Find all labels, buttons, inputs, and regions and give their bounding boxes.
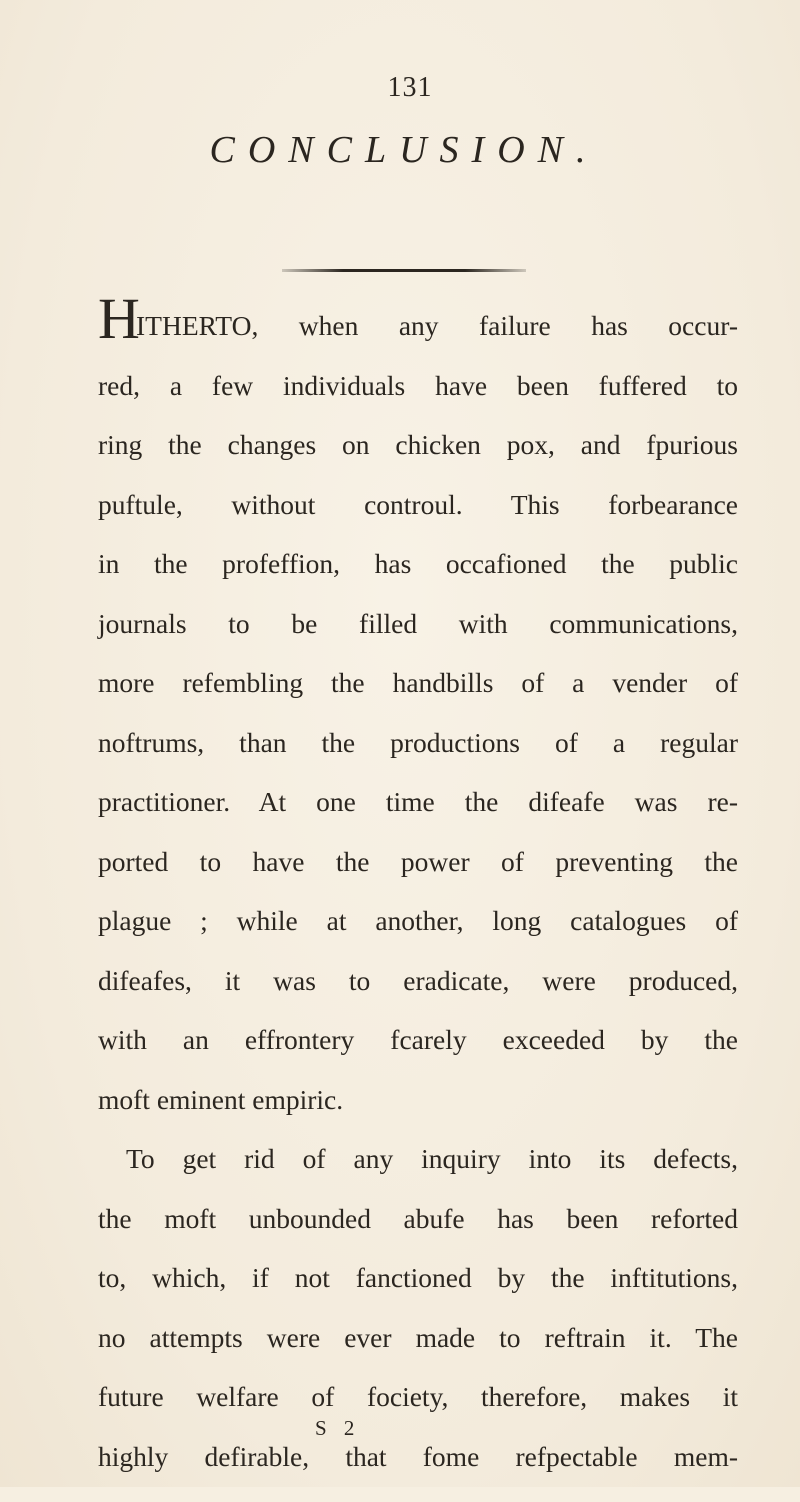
text-line-3: ring the changes on chicken pox, and fpurious [98,431,738,491]
chapter-heading: CONCLUSION. [0,128,800,172]
signature-mark: S 2 [315,1416,360,1441]
text-line-7: more refembling the handbills of a vender of [98,669,738,729]
text-line-8: noftrums, than the productions of a regular [98,729,738,789]
line-text: ITHERTO, when any failure has occur- [136,310,738,341]
text-line-1 [98,312,738,372]
text-line-15: To get rid of any inquiry into its defects, [98,1145,738,1205]
heading-rule [282,269,526,272]
text-line-2: red, a few individuals have been fuffered to [98,372,738,432]
text-line-17: to, which, if not fanctioned by the inftitutions, [98,1264,738,1324]
text-line-12: difeafes, it was to eradicate, were produced, [98,967,738,1027]
text-line-13: with an effrontery fcarely exceeded by the [98,1026,738,1086]
body-text [98,312,738,1502]
text-line-10: ported to have the power of preventing the [98,848,738,908]
text-line-18: no attempts were ever made to reftrain it. The [98,1324,738,1384]
text-line-4: puftule, without controul. This forbearance [98,491,738,551]
text-line-20: highly defirable, that fome refpectable mem- [98,1443,738,1502]
text-line-19: future welfare of fociety, therefore, makes it [98,1383,738,1443]
text-line-5: in the profeffion, has occafioned the public [98,550,738,610]
page-number: 131 [0,72,800,104]
text-line-9: practitioner. At one time the difeafe was re- [98,788,738,848]
text-line-6: journals to be filled with communications, [98,610,738,670]
text-line-14: moft eminent empiric. [98,1086,738,1146]
text-line-11: plague ; while at another, long catalogues of [98,907,738,967]
drop-cap: H [98,290,140,348]
text-line-16: the moft unbounded abufe has been reforted [98,1205,738,1265]
